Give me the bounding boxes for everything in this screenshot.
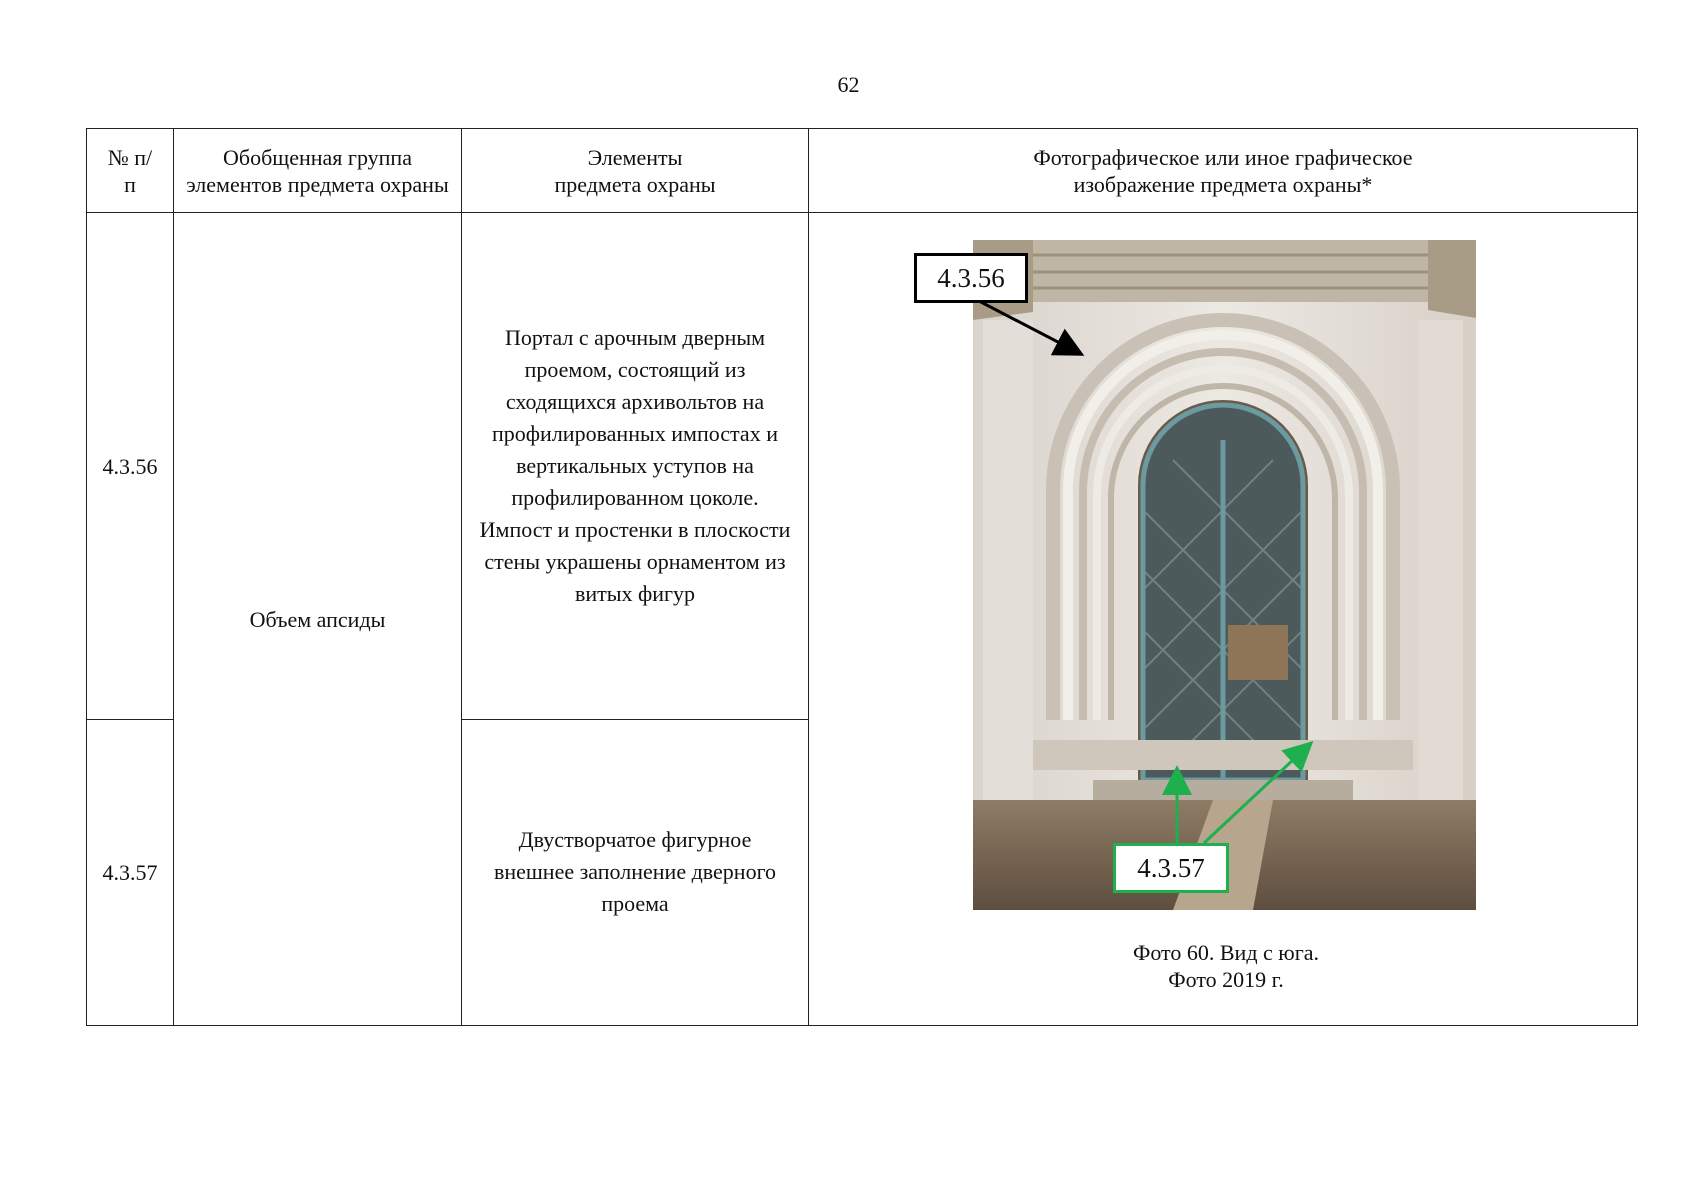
elements-cell: Портал с арочным дверным проемом, состоящий из сходящихся архивольтов на профилированных импостах и вертикальных уступов на профилированном цоколе. Импост и простенки в плоскости стены украшены орнаментом из витых фигур	[462, 213, 809, 720]
table-row	[87, 213, 1638, 720]
callout-4-3-56: 4.3.56	[914, 253, 1028, 303]
protection-table	[86, 128, 1638, 1026]
row-number: 4.3.57	[87, 719, 174, 1025]
photo-cell	[809, 213, 1638, 1026]
page-number: 62	[837, 72, 860, 97]
header-elements: Элементы предмета охраны	[462, 129, 809, 213]
header-group: Обобщенная группа элементов предмета охраны	[174, 129, 462, 213]
table-header-row	[87, 129, 1638, 213]
header-photo: Фотографическое или иное графическое изображение предмета охраны*	[809, 129, 1638, 213]
group-cell: Объем апсиды	[174, 213, 462, 1026]
header-number: № п/п	[87, 129, 174, 213]
elements-cell: Двустворчатое фигурное внешнее заполнение дверного проема	[462, 719, 809, 1025]
caption-line-2: Фото 2019 г.	[1168, 967, 1284, 993]
callout-4-3-57: 4.3.57	[1113, 843, 1229, 893]
caption-line-1: Фото 60. Вид с юга.	[1132, 940, 1320, 966]
photo-caption	[809, 939, 1643, 993]
row-number: 4.3.56	[87, 213, 174, 720]
